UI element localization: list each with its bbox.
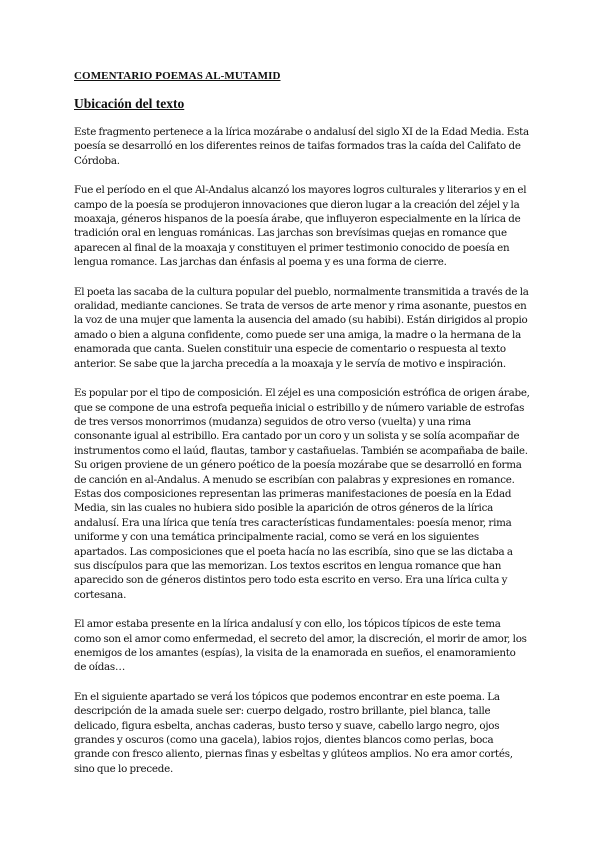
- section-heading: Ubicación del texto: [74, 96, 185, 111]
- paragraph-6: En el siguiente apartado se verá los tópicos que podemos encontrar en este poema. La descripción de la amada suele ser: cuerpo delgado, rostro brillante, piel blanca, talle delicado, figura esbelta, anchas caderas, busto terso y suave, cabello largo negro, ojos grandes y oscuros (como una gacela), labios rojos, dientes blancos como perlas, boca grande con fresco aliento, piernas finas y esbeltas y glúteos amplios. No era amor cortés, sino que lo precede.: [74, 690, 513, 775]
- paragraph-5: El amor estaba presente en la lírica andalusí y con ello, los tópicos típicos de este tema como son el amor como enfermedad, el secreto del amor, la discreción, el morir de amor, los enemigos de los amantes (espías), la visita de la enamorada en sueños, el enamoramiento de oídas…: [74, 618, 527, 674]
- paragraph-3: El poeta las sacaba de la cultura popular del pueblo, normalmente transmitida a través de la oralidad, mediante canciones. Se trata de versos de arte menor y rima asonante, puestos en la voz de una mujer que lamenta la ausencia del amado (su habibi). Están dirigidos al propio amado o bien a alguna confidente, como puede ser una amiga, la madre o la hermana de la enamorada que canta. Suelen constituir una especie de comentario o respuesta al texto anterior. Se sabe que la jarcha precedía a la moaxaja y le servía de motivo e inspiración.: [74, 285, 529, 370]
- paragraph-2: Fue el período en el que Al-Andalus alcanzó los mayores logros culturales y literarios y en el campo de la poesía se produjeron innovaciones que dieron lugar a la creación del zéjel y la moaxaja, géneros hispanos de la poesía árabe, que influyeron especialmente en la lírica de tradición oral en lenguas románicas. Las jarchas son brevísimas quejas en romance que aparecen al final de la moaxaja y constituyen el primer testimonio conocido de poesía en lengua romance. Las jarchas dan énfasis al poema y es una forma de cierre.: [74, 184, 527, 269]
- paragraph-4: Es popular por el tipo de composición. El zéjel es una composición estrófica de origen árabe, que se compone de una estrofa pequeña inicial o estribillo y de número variable de estrofas de tres versos monorrimos (mudanza) seguidos de otro verso (vuelta) y una rima consonante igual al estribillo. Era cantado por un coro y un solista y se solía acompañar de instrumentos como el laúd, flautas, tambor y castañuelas. También se acompañaba de baile. Su origen proviene de un género poético de la poesía mozárabe que se desarrolló en forma de canción en al-Andalus. A menudo se escribían con palabras y expresiones en romance. Estas dos composiciones representan las primeras manifestaciones de poesía en la Edad Media, sin las cuales no hubiera sido posible la aparición de otros géneros de la lírica andalusí. Era una lírica que tenía tres características fundamentales: poesía menor, rima uniforme y con una temática principalmente racial, como se verá en los siguientes apartados. Las composiciones que el poeta hacía no las escribía, sino que se las dictaba a sus discípulos para que las memorizan. Los textos escritos en lengua romance que han aparecido son de géneros distintos pero todo esta escrito en verso. Era una lírica culta y cortesana.: [74, 387, 530, 601]
- paragraph-1: Este fragmento pertenece a la lírica mozárabe o andalusí del siglo XI de la Edad Media. Esta poesía se desarrolló en los diferentes reinos de taifas formados tras la caída del Califato de Córdoba.: [74, 126, 529, 167]
- document-title: COMENTARIO POEMAS AL-MUTAMID: [74, 70, 281, 82]
